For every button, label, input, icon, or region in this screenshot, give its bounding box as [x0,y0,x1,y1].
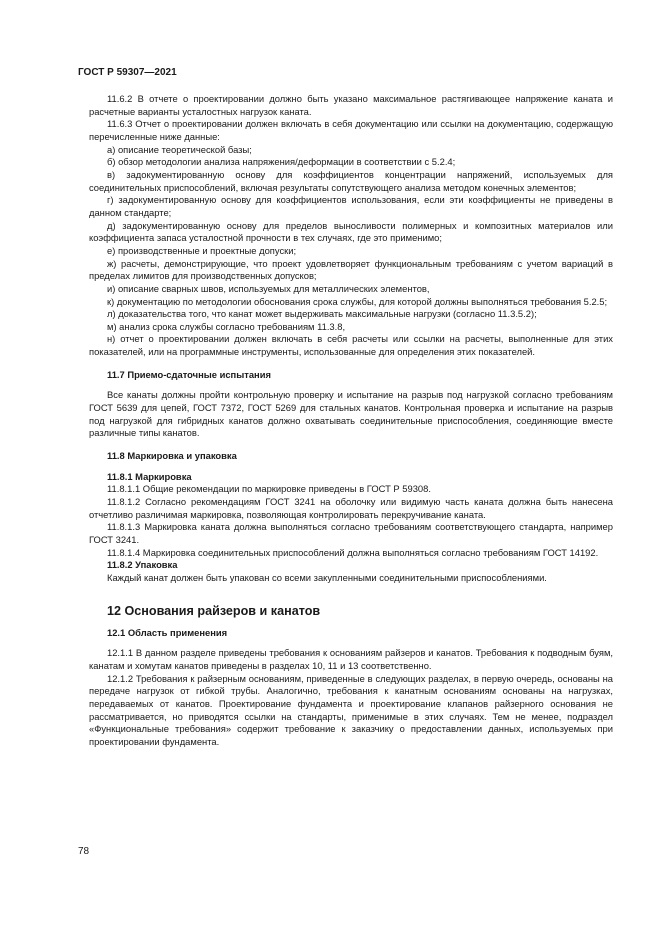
list-item-e: е) производственные и проектные допуски; [107,244,297,256]
list-item-b: б) обзор методологии анализа напряжения/деформации в соответствии с 5.2.4; [107,156,456,168]
list-item-a: а) описание теоретической базы; [107,143,252,155]
section-12-title: 12 Основания райзеров и канатов [107,603,321,618]
section-11-7-title: 11.7 Приемо-сдаточные испытания [107,368,271,380]
section-11-7-text: Все канаты должны пройти контрольную проверку и испытание на разрыв под нагрузкой согласно требованиям ГОСТ 5639 для цепей, ГОСТ 7372, ГОСТ 5269 для стальных канатов. Контрольная проверка и испытание на разрыв под нагрузкой для гибридных канатов должно охватывать соединительные приспособления, соединяющие вместе различные типы канатов. [89,389,613,439]
clause-11-8-1-1: 11.8.1.1 Общие рекомендации по маркировке приведены в ГОСТ Р 59308. [107,483,431,495]
list-item-d: д) задокументированную основу для пределов выносливости полимерных и композитных материалов или коэффициента запаса усталостной прочности в тех случаях, где это применимо; [89,219,613,244]
section-11-8-2-title: 11.8.2 Упаковка [107,559,178,571]
clause-11-8-2-text: Каждый канат должен быть упакован со всеми закупленными соединительными приспособлениями. [107,571,547,583]
section-12-1-title: 12.1 Область применения [107,626,228,638]
section-11-8-title: 11.8 Маркировка и упаковка [107,450,237,462]
document-id-header: ГОСТ Р 59307—2021 [78,67,177,78]
clause-11-8-1-3: 11.8.1.3 Маркировка каната должна выполняться согласно требованиям соответствующего стандарта, например ГОСТ 3241. [89,521,613,545]
clause-12-1-2: 12.1.2 Требования к райзерным основаниям, приведенные в следующих разделах, в первую очередь, основаны на передаче нагрузок от гибкой трубы. Аналогично, требования к канатным основаниям основаны на нагрузках, передаваемых от канатов. Проектирование фундамента и проектирование клапанов райзерного основания не рассматривается, но приводятся ссылки на стандарты, применимые в этих случаях. Тем не менее, подраздел «Функциональные требования» содержит требование к заказчику о предоставлении данных, используемых при проектировании фундамента. [89,672,613,747]
clause-11-8-1-4: 11.8.1.4 Маркировка соединительных приспособлений должна выполняться согласно требованиям ГОСТ 14192. [107,546,599,558]
clause-11-8-1-2: 11.8.1.2 Согласно рекомендациям ГОСТ 3241 на оболочку или видимую часть каната должна быть нанесена отчетливо различимая маркировка, позволяющая контролировать перекручивание каната. [89,496,613,520]
list-item-i: и) описание сварных швов, используемых для металлических элементов, [107,282,430,294]
list-item-zh: ж) расчеты, демонстрирующие, что проект удовлетворяет функциональным требованиям с учетом вариаций в пределах лимитов для производственных допусков; [89,257,613,282]
page-number: 78 [78,846,90,857]
page-body [89,93,613,749]
list-item-m: м) анализ срока службы согласно требованиям 11.3.8, [107,320,346,332]
list-item-n: н) отчет о проектировании должен включать в себя расчеты или ссылки на расчеты, выполненные для этих показателей, или на программные инструменты, использованные для определения этих показателей. [89,333,613,358]
list-item-l: л) доказательства того, что канат может выдерживать максимальные нагрузки (согласно 11.3.5.2); [107,308,537,320]
list-item-v: в) задокументированную основу для коэффициентов концентрации напряжений, используемых для соединительных приспособлений, включая результаты сопутствующего анализа методом конечных элементов; [89,168,613,193]
clause-11-6-2: 11.6.2 В отчете о проектировании должно быть указано максимальное растягивающее напряжение каната и расчетные варианты усталостных нагрузок каната. [89,93,613,117]
clause-11-6-3: 11.6.3 Отчет о проектировании должен включать в себя документацию или ссылки на документацию, содержащую перечисленные ниже данные: [89,118,613,142]
section-11-8-1-title: 11.8.1 Маркировка [107,470,192,482]
list-item-g: г) задокументированную основу для коэффициентов использования, если эти коэффициенты не приведены в данном стандарте; [89,194,613,218]
list-item-k: к) документацию по методологии обоснования срока службы, для которой должны выполняться требования 5.2.5; [107,295,608,307]
clause-12-1-1: 12.1.1 В данном разделе приведены требования к основаниям райзеров и канатов. Требования к подводным буям, канатам и хомутам канатов приведены в разделах 10, 11 и 13 соответственно. [89,647,613,671]
